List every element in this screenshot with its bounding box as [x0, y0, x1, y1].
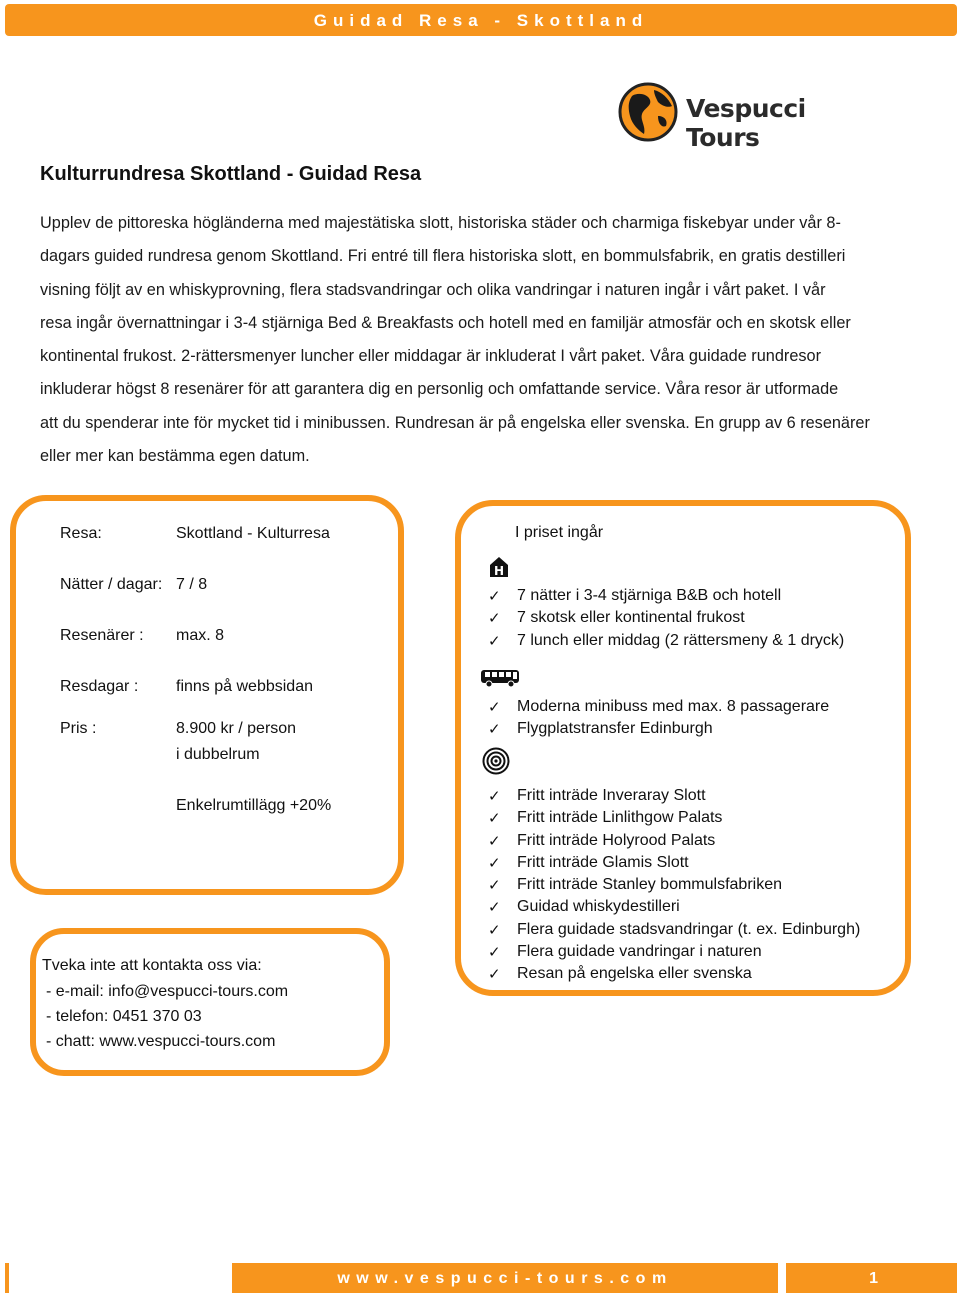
list-item: ✓ Moderna minibuss med max. 8 passagerare [488, 698, 830, 716]
resa-label: Resa: [60, 525, 102, 542]
check-icon: ✓ [488, 787, 501, 805]
list-item: ✓ Fritt inträde Linlithgow Palats [488, 809, 723, 828]
logo-text: Vespucci Tours [686, 94, 806, 152]
check-icon: ✓ [488, 698, 501, 716]
list-item: ✓ 7 lunch eller middag (2 rättersmeny & 1 dryck) [488, 631, 845, 650]
contact-heading: Tveka inte att kontakta oss via: [42, 957, 262, 974]
document-title: Kulturrundresa Skottland - Guidad Resa [40, 163, 422, 185]
intro-line: resa ingår övernattningar i 3-4 stjärniga Bed & Breakfasts och hotell med en familjär atmosfär och en skotsk eller [40, 313, 851, 332]
contact-box [30, 928, 390, 1076]
check-icon: ✓ [488, 853, 501, 872]
check-icon: ✓ [488, 809, 501, 828]
contact-chat: - chatt: www.vespucci-tours.com [46, 1033, 276, 1050]
footer-url-bar [232, 1263, 778, 1293]
check-icon: ✓ [488, 720, 501, 739]
enkelrum-supplement: Enkelrumtillägg +20% [176, 797, 332, 814]
list-item: ✓ Flera guidade stadsvandringar (t. ex. Edinburgh) [488, 920, 861, 939]
activities-list [488, 785, 860, 986]
resa-value: Skottland - Kulturresa [176, 525, 330, 542]
svg-text:H: H [493, 564, 505, 578]
page-number: 1 [869, 1270, 878, 1287]
check-icon: ✓ [488, 876, 501, 895]
natter-label: Nätter / dagar: [60, 576, 163, 593]
check-icon: ✓ [488, 587, 501, 605]
footer-url: www.vespucci-tours.com [337, 1270, 673, 1287]
target-icon [482, 747, 510, 775]
footer-page-bar [786, 1263, 956, 1293]
bus-icon [480, 668, 520, 688]
included-title: I priset ingår [515, 524, 604, 541]
list-item: ✓ 7 skotsk eller kontinental frukost [488, 609, 745, 628]
intro-line: eller mer kan bestämma egen datum. [40, 447, 310, 466]
check-icon: ✓ [488, 831, 501, 850]
list-item: ✓ Guidad whiskydestilleri [488, 898, 680, 917]
transport-list [488, 696, 829, 741]
footer-cap-left [5, 1263, 9, 1293]
check-icon: ✓ [488, 943, 501, 962]
intro-line: dagars guided rundresa genom Skottland. Fri entré till flera historiska slott, en bommulsfabrik, en gratis destilleri [40, 247, 846, 266]
footer-cap-right [951, 1263, 957, 1293]
list-item: ✓ Fritt inträde Stanley bommulsfabriken [488, 876, 782, 895]
hotel-icon [488, 556, 510, 578]
globe-icon [618, 82, 678, 142]
list-item: ✓ Fritt inträde Holyrood Palats [488, 831, 716, 850]
pris-value-room: i dubbelrum [176, 746, 260, 763]
intro-line: inkluderar högst 8 resenärer för att garantera dig en personlig och omfattande service. Våra resor är utformade [40, 380, 839, 399]
list-item: ✓ Resan på engelska eller svenska [488, 965, 752, 984]
list-item: ✓ Flygplatstransfer Edinburgh [488, 720, 713, 739]
list-item: ✓ 7 nätter i 3-4 stjärniga B&B och hotell [488, 587, 782, 605]
intro-paragraph [40, 207, 908, 473]
contact-email: - e-mail: info@vespucci-tours.com [46, 983, 289, 1000]
natter-value: 7 / 8 [176, 576, 208, 593]
list-item: ✓ Fritt inträde Glamis Slott [488, 853, 689, 872]
resenarer-value: max. 8 [176, 627, 225, 644]
header-title: Guidad Resa - Skottland [313, 11, 649, 30]
resdagar-label: Resdagar : [60, 678, 139, 695]
intro-line: visning följt av en whiskyprovning, flera stadsvandringar och olika vandringar i naturen ingår i vårt paket. I vår [40, 280, 826, 299]
contact-phone: - telefon: 0451 370 03 [46, 1008, 202, 1025]
intro-line: kontinental frukost. 2-rättersmenyer luncher eller middagar är inkluderat I vårt paket. Våra guidade rundresor [40, 347, 821, 366]
list-item: ✓ Flera guidade vandringar i naturen [488, 943, 762, 962]
logo [618, 80, 878, 152]
header-bar [5, 4, 957, 36]
list-item: ✓ Fritt inträde Inveraray Slott [488, 787, 706, 805]
pris-label: Pris : [60, 720, 97, 737]
check-icon: ✓ [488, 920, 501, 939]
check-icon: ✓ [488, 898, 501, 917]
check-icon: ✓ [488, 631, 501, 650]
check-icon: ✓ [488, 609, 501, 628]
resdagar-value: finns på webbsidan [176, 678, 313, 695]
resenarer-label: Resenärer : [60, 627, 144, 644]
pris-value: 8.900 kr / person [176, 720, 297, 737]
intro-line: Upplev de pittoreska högländerna med majestätiska slott, historiska städer och charmiga fiskebyar under vår 8- [40, 214, 841, 232]
check-icon: ✓ [488, 965, 501, 984]
accommodation-list [488, 585, 844, 652]
intro-line: att du spenderar inte för mycket tid i minibussen. Rundresan är på engelska eller svenska. En grupp av 6 resenärer [40, 413, 870, 432]
